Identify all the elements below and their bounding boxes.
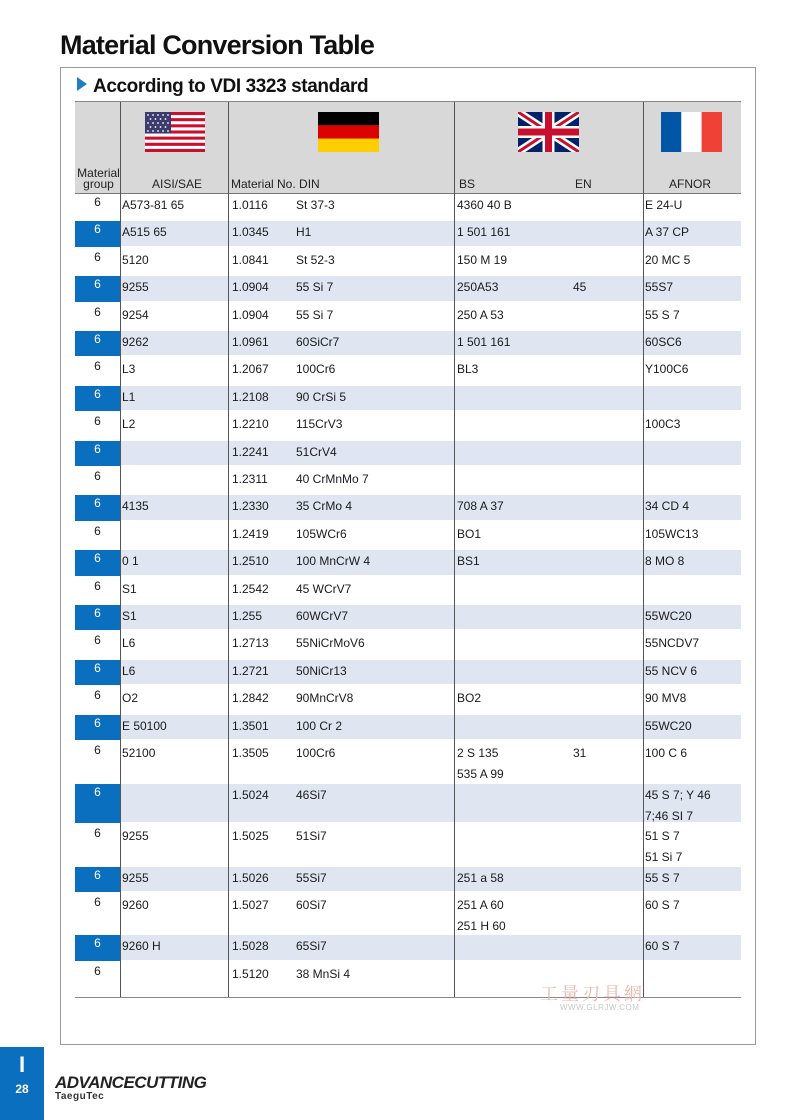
material-no-cell: 1.5024 <box>232 787 269 802</box>
watermark-text: 工量刃具網 <box>540 984 645 1004</box>
material-group-cell: 6 <box>94 523 101 538</box>
page-title: Material Conversion Table <box>60 30 375 60</box>
afnor-cell: 55WC20 <box>645 609 692 623</box>
din-cell: 90 CrSi 5 <box>296 389 347 404</box>
brand-logo <box>55 1073 206 1093</box>
table-row <box>75 358 741 385</box>
afnor-cell: 55NCDV7 <box>645 636 700 651</box>
material-group-cell: 6 <box>75 867 120 892</box>
din-cell: 50NiCr13 <box>296 663 347 678</box>
table-row <box>75 194 741 221</box>
material-no-cell: 1.3505 <box>232 746 269 760</box>
table-row <box>75 441 741 465</box>
table-row <box>75 784 741 823</box>
material-group-cell: 6 <box>75 441 120 466</box>
afnor-cell: 55S7 <box>645 280 674 295</box>
afnor-cell: 45 S 7; Y 46 7;46 SI 7 <box>645 787 711 823</box>
aisi-sae-cell: S1 <box>122 609 137 623</box>
table-row <box>75 825 741 867</box>
aisi-sae-cell: 9255 <box>122 870 149 885</box>
material-no-cell: 1.2241 <box>232 444 269 459</box>
material-group-cell: 6 <box>75 660 120 685</box>
table-row <box>75 276 741 300</box>
table-row <box>75 249 741 276</box>
afnor-cell: 60 S 7 <box>645 939 680 954</box>
header-en: EN <box>575 177 592 191</box>
din-cell: 38 MnSi 4 <box>296 966 351 981</box>
din-cell: 90MnCrV8 <box>296 691 354 706</box>
material-no-cell: 1.2067 <box>232 362 269 377</box>
din-cell: 35 CrMo 4 <box>296 499 353 514</box>
material-group-cell: 6 <box>75 276 120 301</box>
france-flag-icon <box>661 112 722 152</box>
column-divider <box>120 102 121 997</box>
page-number: 28 <box>15 1082 29 1096</box>
material-group-cell: 6 <box>75 331 120 356</box>
table-row <box>75 894 741 936</box>
afnor-cell: E 24-U <box>645 198 683 212</box>
din-cell: 60Si7 <box>296 897 327 912</box>
afnor-cell: 51 S 7 51 Si 7 <box>645 829 683 864</box>
material-no-cell: 1.2510 <box>232 554 269 569</box>
material-no-cell: 1.5027 <box>232 897 269 912</box>
table-row <box>75 304 741 331</box>
material-no-cell: 1.3501 <box>232 718 269 733</box>
afnor-cell: 60SC6 <box>645 335 682 349</box>
afnor-cell: 55 S 7 <box>645 870 680 885</box>
table-row <box>75 742 741 784</box>
material-no-cell: 1.2713 <box>232 636 269 651</box>
din-cell: St 37-3 <box>296 198 335 212</box>
material-group-cell: 6 <box>94 578 101 593</box>
din-cell: 40 CrMnMo 7 <box>296 472 369 486</box>
din-cell: 100 Cr 2 <box>296 718 343 733</box>
material-group-cell: 6 <box>75 715 120 740</box>
afnor-cell: 100C3 <box>645 417 681 432</box>
aisi-sae-cell: L6 <box>122 636 136 651</box>
table-row <box>75 660 741 684</box>
column-divider <box>228 102 229 997</box>
aisi-sae-cell: S1 <box>122 581 137 596</box>
section-tab-letter: I <box>18 1052 26 1077</box>
afnor-cell: 90 MV8 <box>645 691 687 706</box>
table-row <box>75 935 741 959</box>
bs-cell: BO2 <box>457 691 482 706</box>
bs-cell: 1 501 161 <box>457 225 511 240</box>
logo-main-text: ADVANCECUTTING <box>55 1073 207 1092</box>
bs-cell: 1 501 161 <box>457 335 511 349</box>
afnor-cell: 60 S 7 <box>645 897 680 912</box>
bs-cell: 2 S 135 535 A 99 <box>457 746 504 781</box>
column-divider <box>643 102 644 997</box>
bs-cell: 708 A 37 <box>457 499 504 514</box>
aisi-sae-cell: 9260 H <box>122 939 161 954</box>
material-group-cell: 6 <box>94 195 101 209</box>
din-cell: 46Si7 <box>296 787 327 802</box>
material-no-cell: 1.0904 <box>232 307 269 322</box>
aisi-sae-cell: 4135 <box>122 499 149 514</box>
material-group-cell: 6 <box>94 963 101 978</box>
aisi-sae-cell: 9260 <box>122 897 149 912</box>
material-no-cell: 1.5026 <box>232 870 269 885</box>
bs-cell: BL3 <box>457 362 479 377</box>
material-no-cell: 1.0904 <box>232 280 269 295</box>
aisi-sae-cell: 9255 <box>122 280 149 295</box>
aisi-sae-cell: 0 1 <box>122 554 139 569</box>
material-group-cell: 6 <box>94 469 101 483</box>
subtitle-text: According to VDI 3323 standard <box>93 76 369 97</box>
bs-cell: BS1 <box>457 554 480 569</box>
table-row <box>75 523 741 550</box>
din-cell: St 52-3 <box>296 252 335 267</box>
table-row <box>75 550 741 574</box>
material-group-cell: 6 <box>75 784 120 824</box>
din-cell: 60SiCr7 <box>296 335 340 349</box>
aisi-sae-cell: E 50100 <box>122 718 167 733</box>
aisi-sae-cell: 5120 <box>122 252 149 267</box>
afnor-cell: 20 MC 5 <box>645 252 691 267</box>
material-no-cell: 1.2842 <box>232 691 269 706</box>
afnor-cell: 55 S 7 <box>645 307 680 322</box>
material-no-cell: 1.5120 <box>232 966 269 981</box>
din-cell: 115CrV3 <box>296 417 343 432</box>
aisi-sae-cell: O2 <box>122 691 139 706</box>
bs-cell: 250A53 <box>457 280 499 295</box>
bs-cell: 251 A 60 251 H 60 <box>457 897 506 933</box>
material-no-cell: 1.0345 <box>232 225 269 240</box>
material-no-cell: 1.5025 <box>232 829 269 843</box>
material-group-cell: 6 <box>75 221 120 246</box>
material-no-cell: 1.2721 <box>232 663 269 678</box>
din-cell: 55 Si 7 <box>296 280 334 295</box>
aisi-sae-cell: 9254 <box>122 307 149 322</box>
material-group-cell: 6 <box>94 414 101 429</box>
header-bs: BS <box>459 177 476 191</box>
uk-flag-icon <box>518 112 579 152</box>
aisi-sae-cell: L3 <box>122 362 136 377</box>
bs-cell: 251 a 58 <box>457 870 504 885</box>
table-row <box>75 605 741 629</box>
afnor-cell: 34 CD 4 <box>645 499 690 514</box>
material-no-cell: 1.2210 <box>232 417 269 432</box>
material-group-cell: 6 <box>75 386 120 411</box>
en-cell: 45 <box>573 280 587 295</box>
table-row <box>75 386 741 410</box>
table-row <box>75 715 741 739</box>
en-cell: 31 <box>573 746 587 760</box>
material-no-cell: 1.5028 <box>232 939 269 954</box>
header-material-no-din: Material No. DIN <box>231 177 320 191</box>
din-cell: 65Si7 <box>296 939 327 954</box>
afnor-cell: 8 MO 8 <box>645 554 685 569</box>
aisi-sae-cell: 9262 <box>122 335 149 349</box>
material-group-cell: 6 <box>94 743 101 757</box>
bs-cell: 250 A 53 <box>457 307 504 322</box>
material-group-cell: 6 <box>75 935 120 960</box>
din-cell: 45 WCrV7 <box>296 581 352 596</box>
afnor-cell: 55WC20 <box>645 718 692 733</box>
din-cell: 100Cr6 <box>296 746 336 760</box>
aisi-sae-cell: L2 <box>122 417 136 432</box>
header-afnor: AFNOR <box>669 177 711 191</box>
material-group-cell: 6 <box>94 633 101 648</box>
bs-cell: 4360 40 B <box>457 198 512 212</box>
din-cell: 55 Si 7 <box>296 307 334 322</box>
material-group-cell: 6 <box>94 249 101 264</box>
watermark-url: WWW.GLRJW.COM <box>560 1003 640 1012</box>
table-row <box>75 331 741 355</box>
logo-sub-text: TaeguTec <box>55 1091 105 1102</box>
afnor-cell: A 37 CP <box>645 225 690 240</box>
material-group-cell: 6 <box>94 304 101 319</box>
material-no-cell: 1.0841 <box>232 252 269 267</box>
material-no-cell: 1.2330 <box>232 499 269 514</box>
table-row <box>75 578 741 605</box>
material-no-cell: 1.0961 <box>232 335 269 349</box>
din-cell: 51Si7 <box>296 829 327 843</box>
bs-cell: BO1 <box>457 526 482 541</box>
header-aisi-sae: AISI/SAE <box>152 177 203 191</box>
material-group-cell: 6 <box>75 550 120 575</box>
table-row <box>75 468 741 495</box>
bs-cell: 150 M 19 <box>457 252 508 267</box>
germany-flag-icon <box>318 112 379 152</box>
afnor-cell: 55 NCV 6 <box>645 663 698 678</box>
table-row <box>75 495 741 519</box>
material-no-cell: 1.255 <box>232 609 263 623</box>
table-row <box>75 687 741 714</box>
material-group-cell: 6 <box>94 894 101 909</box>
section-subtitle <box>77 76 368 98</box>
table-row <box>75 632 741 659</box>
column-divider <box>454 102 455 997</box>
din-cell: 100 MnCrW 4 <box>296 554 371 569</box>
material-no-cell: 1.0116 <box>232 198 268 212</box>
material-no-cell: 1.2419 <box>232 526 269 541</box>
aisi-sae-cell: L1 <box>122 389 136 404</box>
afnor-cell: Y100C6 <box>645 362 689 377</box>
material-group-cell: 6 <box>94 826 101 840</box>
afnor-cell: 105WC13 <box>645 526 699 541</box>
material-group-cell: 6 <box>75 495 120 520</box>
material-no-cell: 1.2311 <box>232 472 268 486</box>
aisi-sae-cell: L6 <box>122 663 136 678</box>
aisi-sae-cell: A573-81 65 <box>122 198 185 212</box>
triangle-bullet-icon <box>77 77 87 91</box>
afnor-cell: 100 C 6 <box>645 746 688 760</box>
material-no-cell: 1.2542 <box>232 581 269 596</box>
din-cell: 51CrV4 <box>296 444 337 459</box>
aisi-sae-cell: 52100 <box>122 746 156 760</box>
material-group-cell: 6 <box>94 359 101 374</box>
table-row <box>75 221 741 245</box>
table-row <box>75 413 741 440</box>
aisi-sae-cell: 9255 <box>122 829 149 843</box>
din-cell: 100Cr6 <box>296 362 336 377</box>
din-cell: 55Si7 <box>296 870 327 885</box>
material-group-cell: 6 <box>94 688 101 703</box>
usa-flag-icon <box>145 112 205 152</box>
header-material-group: Material group <box>77 166 120 191</box>
din-cell: 105WCr6 <box>296 526 347 541</box>
material-group-cell: 6 <box>75 605 120 630</box>
din-cell: 55NiCrMoV6 <box>296 636 365 651</box>
din-cell: 60WCrV7 <box>296 609 349 623</box>
table-row <box>75 867 741 891</box>
material-no-cell: 1.2108 <box>232 389 269 404</box>
aisi-sae-cell: A515 65 <box>122 225 167 240</box>
din-cell: H1 <box>296 225 312 240</box>
